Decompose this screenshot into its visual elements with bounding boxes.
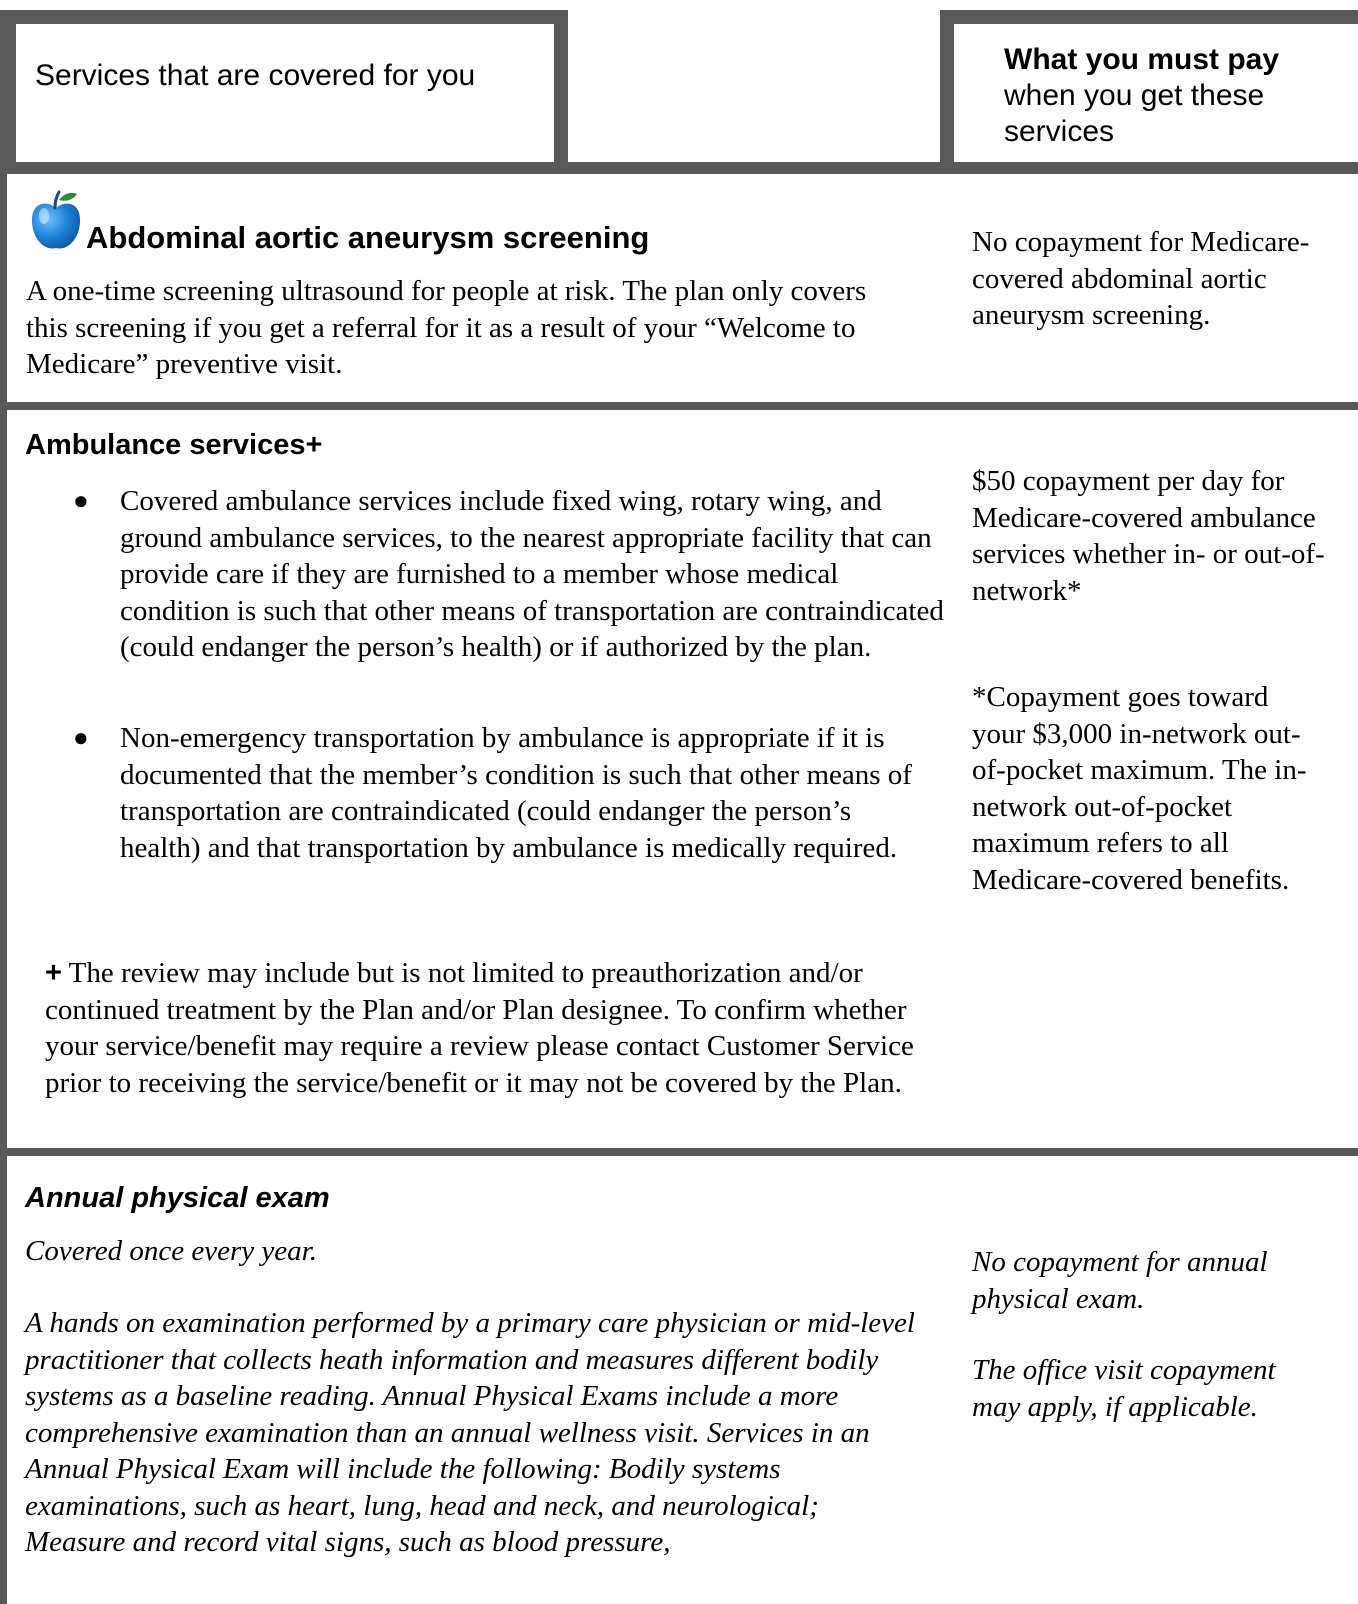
ambulance-note <box>45 955 925 1101</box>
header-cost-rest: when you get these services <box>1004 79 1265 148</box>
row-divider-1 <box>0 402 1358 410</box>
header-left-edge <box>0 10 16 170</box>
header-services-label: Services that are covered for you <box>35 59 476 92</box>
physical-cost-2: The office visit copayment may apply, if applicable. <box>972 1354 1276 1423</box>
header-top-border-left <box>0 10 568 24</box>
header-cost-label <box>1004 42 1344 150</box>
ambulance-cost-1: $50 copayment per day for Medicare-covered ambulance services whether in- or out-of-network* <box>972 465 1325 607</box>
physical-title: Annual physical exam <box>25 1182 330 1214</box>
table-left-border <box>0 162 7 1604</box>
header-divider-2 <box>940 10 954 170</box>
aaa-description: A one-time screening ultrasound for people at risk. The plan only covers this screening if you get a referral for it as a result of your “Welcome to Medicare” preventive visit. <box>26 275 867 380</box>
physical-frequency: Covered once every year. <box>25 1235 317 1267</box>
aaa-title: Abdominal aortic aneurysm screening <box>86 220 650 255</box>
apple-icon <box>29 188 83 252</box>
bullet-dot: ● <box>73 723 89 752</box>
ambulance-cost-2: *Copayment goes toward your $3,000 in-network out-of-pocket maximum. The in-network out-of-pocket maximum refers to all Medicare-covered benefits. <box>972 681 1307 896</box>
header-top-border-right <box>940 10 1358 24</box>
header-divider-1 <box>554 10 568 170</box>
bullet-dot: ● <box>73 486 89 515</box>
ambulance-note-text: The review may include but is not limited to preauthorization and/or continued treatment by the Plan and/or Plan designee. To confirm whether your service/benefit may require a review please contact Customer Service prior to receiving the service/benefit or it may not be covered by the Plan. <box>45 957 914 1099</box>
ambulance-bullet-2: Non-emergency transportation by ambulance is appropriate if it is documented that the member’s condition is such that other means of transportation are contraindicated (could endanger the person’s health) and that transportation by ambulance is medically required. <box>120 722 912 864</box>
row-divider-2 <box>0 1148 1358 1156</box>
physical-description: A hands on examination performed by a primary care physician or mid-level practitioner that collects heath information and measures different bodily systems as a baseline reading. Annual Physical Exams include a more comprehensive examination than an annual wellness visit. Services in an Annual Physical Exam will include the following: Bodily systems examinations, such as heart, lung, head and neck, and neurological; Measure and record vital signs, such as blood pressure, <box>25 1307 915 1558</box>
aaa-cost: No copayment for Medicare-covered abdominal aortic aneurysm screening. <box>972 226 1310 331</box>
physical-cost-1: No copayment for annual physical exam. <box>972 1246 1268 1315</box>
ambulance-bullet-1: Covered ambulance services include fixed wing, rotary wing, and ground ambulance services, to the nearest appropriate facility that can provide care if they are furnished to a member whose medical condition is such that other means of transportation are contraindicated (could endanger the person’s health) or if authorized by the plan. <box>120 485 944 663</box>
plus-symbol: + <box>45 957 62 989</box>
ambulance-title: Ambulance services+ <box>25 429 323 461</box>
header-bottom-border <box>0 162 1358 174</box>
header-cost-bold: What you must pay <box>1004 43 1280 76</box>
